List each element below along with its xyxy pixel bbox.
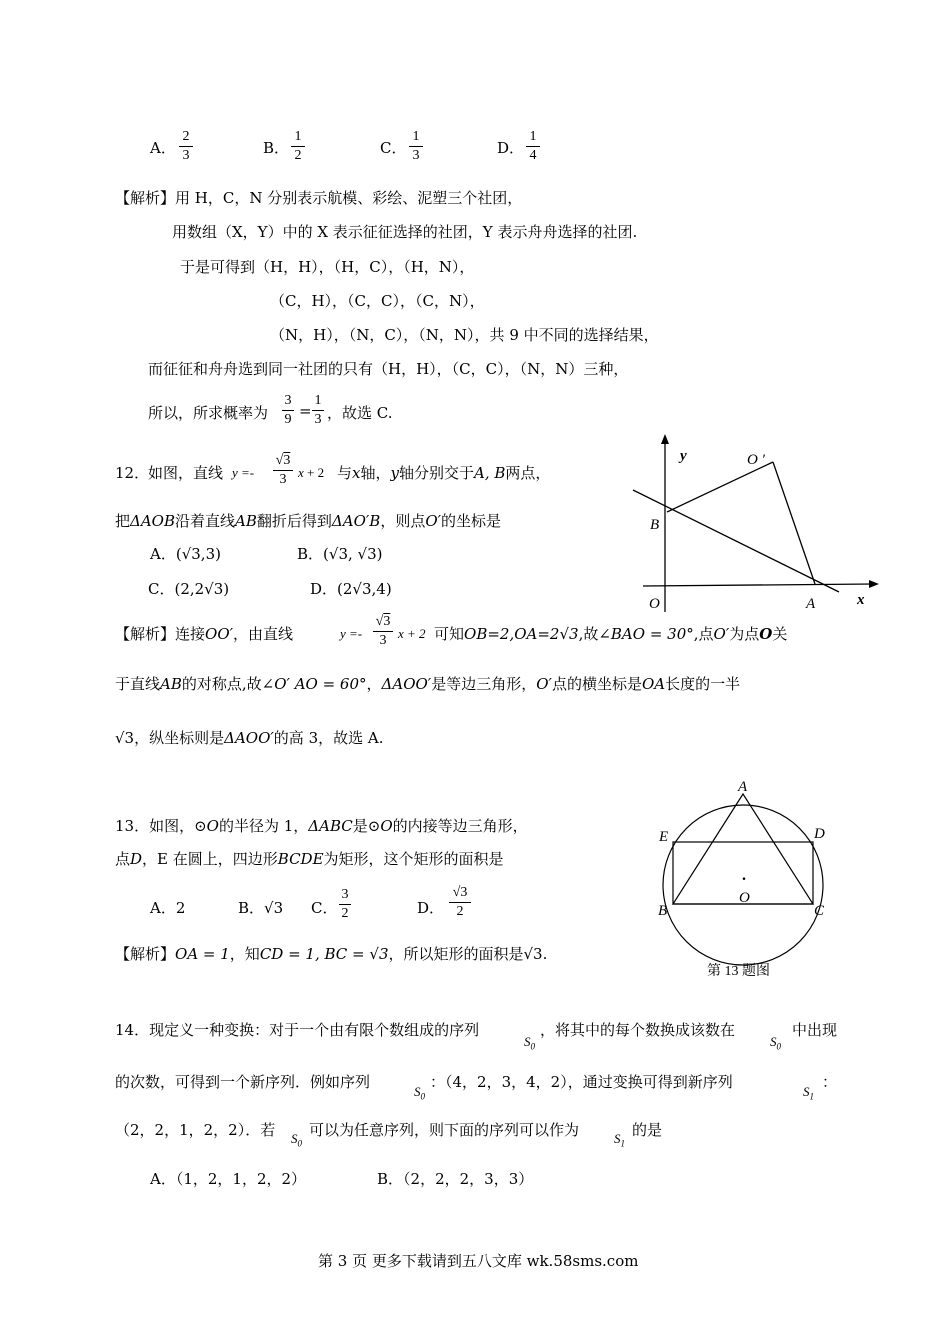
q12-option-c: C．(2,2√3) (148, 580, 230, 598)
q11-analysis-line-6: 而征征和舟舟选到同一社团的只有（H，H），（C，C），（N，N）三种， (148, 360, 629, 378)
q12-analysis-eq-y: y =- (340, 626, 363, 641)
q13-option-b: B．√3 (238, 899, 284, 917)
q11-analysis-line-3: 于是可得到（H，H），（H，C），（H，N）， (180, 258, 475, 276)
y-axis-arrow (661, 434, 669, 444)
q12-option-b: B．(√3, √3) (297, 545, 383, 563)
q14-line-3a: （2，2，1，2，2）．若 (115, 1121, 276, 1139)
label-y: y (680, 448, 687, 464)
label-o: O (649, 596, 660, 612)
q14-line-1a: 14．现定义一种变换：对于一个由有限个数组成的序列 (115, 1021, 480, 1039)
q11-analysis-line-4: （C，H），（C，C），（C，N）， (270, 292, 485, 310)
q13-option-a: A．2 (150, 899, 186, 917)
q12-analysis-line-1a: 【解析】连接OO′，由直线 (115, 625, 294, 643)
q14-s0: $S_0$ (524, 1034, 535, 1052)
q14-line-3b: 可以为任意序列，则下面的序列可以作为 (309, 1121, 580, 1139)
q12-analysis-eq-fraction: √3 3 (372, 613, 394, 650)
q13-option-c-fraction: 3 2 (338, 886, 352, 923)
q13-figure-caption: 第 13 题图 (707, 964, 770, 979)
q12-eq-fraction: √3 3 (272, 452, 294, 489)
q12-analysis-line-3: √3，纵坐标则是ΔAOO′的高 3，故选 A. (115, 729, 384, 747)
q14-s0-3: $S_0$ (414, 1084, 425, 1102)
q11-option-c-fraction: 1 3 (408, 128, 424, 165)
q13-option-d-label: D． (417, 899, 445, 917)
q11-option-b-fraction: 1 2 (290, 128, 306, 165)
q13-analysis: 【解析】OA = 1，知CD = 1, BC = √3，所以矩形的面积是√3. (115, 945, 548, 963)
q13-option-d-fraction: √3 2 (448, 884, 472, 921)
q11-fraction-3-9: 3 9 (281, 392, 295, 429)
q11-option-a-label: A． (150, 139, 176, 157)
q14-s0-2: $S_0$ (770, 1034, 781, 1052)
q11-equals: = (299, 402, 312, 420)
q14-line-2c: ： (822, 1073, 838, 1091)
x-axis (643, 584, 873, 586)
q14-s0-4: $S_0$ (291, 1131, 302, 1149)
q11-analysis-line-5: （N，H），（N，C），（N，N），共 9 中不同的选择结果， (270, 326, 659, 344)
q12-text-line-2: 把ΔAOB沿着直线AB翻折后得到ΔAO′B，则点O′的坐标是 (115, 512, 502, 530)
page-footer: 第 3 页 更多下载请到五八文库 wk.58sms.com (318, 1252, 639, 1270)
q11-option-a-fraction: 2 3 (178, 128, 194, 165)
q12-eq-rest: x + 2 (298, 465, 325, 480)
q11-option-d-fraction: 1 4 (525, 128, 541, 165)
label-b: B (658, 903, 668, 919)
q12-option-a: A．(√3,3) (150, 545, 221, 563)
q13-figure (650, 775, 840, 990)
q14-option-b: B．（2，2，2，3，3） (377, 1170, 534, 1188)
q14-line-2a: 的次数，可得到一个新序列．例如序列 (115, 1073, 371, 1091)
circle-o (663, 805, 823, 965)
label-c: C (814, 903, 825, 919)
center-dot: . (742, 867, 746, 884)
q14-line-3c: 的是 (632, 1121, 663, 1139)
segment-ao-prime (773, 462, 815, 584)
q13-option-c-label: C． (311, 899, 338, 917)
q12-figure (625, 432, 885, 617)
label-a: A (738, 779, 748, 795)
label-b: B (650, 517, 660, 533)
q11-option-d-label: D． (497, 139, 525, 157)
label-a: A (806, 596, 816, 612)
x-axis-arrow (869, 580, 879, 588)
q12-analysis-eq-rest: x + 2 (398, 626, 426, 641)
label-o: O (739, 890, 750, 906)
q13-text-line-1: 13．如图，⊙O的半径为 1，ΔABC是⊙O的内接等边三角形， (115, 817, 528, 835)
label-e: E (659, 829, 669, 845)
q14-line-1b: ，将其中的每个数换成该数在 (540, 1021, 736, 1039)
label-d: D (814, 826, 825, 842)
q11-fraction-1-3: 1 3 (311, 392, 325, 429)
q11-option-c-label: C． (380, 139, 407, 157)
segment-bo-prime (667, 462, 773, 512)
label-x: x (857, 592, 865, 608)
q14-s1: $S_1$ (803, 1084, 814, 1102)
q14-s1-2: $S_1$ (614, 1131, 625, 1149)
triangle-abc (673, 794, 813, 904)
label-o-prime: O ′ (747, 452, 765, 468)
q12-eq-y: y =- (232, 465, 255, 480)
q12-option-d: D．(2√3,4) (310, 580, 392, 598)
q14-line-1c: 中出现 (792, 1021, 838, 1039)
q12-text-1: 如图，直线 (148, 464, 224, 482)
q11-option-b-label: B． (263, 139, 290, 157)
q11-analysis-conclusion: ，故选 C. (327, 404, 393, 422)
q12-analysis-line-2: 于直线AB的对称点,故∠O′ AO = 60°，ΔAOO′是等边三角形，O′点的横坐标是OA长度的一半 (115, 675, 741, 693)
q12-number: 12． (115, 464, 150, 482)
q14-line-2b: ：（4，2，3，4，2），通过变换可得到新序列 (430, 1073, 733, 1091)
line-ab (633, 490, 839, 592)
analysis-tag: 【解析】用 H，C，N 分别表示航模、彩绘、泥塑三个社团， (115, 189, 523, 207)
q11-analysis-line-7: 所以，所求概率为 (148, 404, 269, 422)
q13-text-line-2: 点D，E 在圆上，四边形BCDE为矩形，这个矩形的面积是 (115, 850, 504, 868)
q14-option-a: A．（1，2，1，2，2） (150, 1170, 307, 1188)
q12-analysis-line-1b: 可知OB=2,OA=2√3,故∠BAO = 30°,点O′为点O关 (434, 625, 788, 643)
q12-text-2: 与x轴，y轴分别交于A, B两点， (337, 464, 551, 482)
q11-analysis-line-2: 用数组（X，Y）中的 X 表示征征选择的社团，Y 表示舟舟选择的社团. (172, 223, 638, 241)
